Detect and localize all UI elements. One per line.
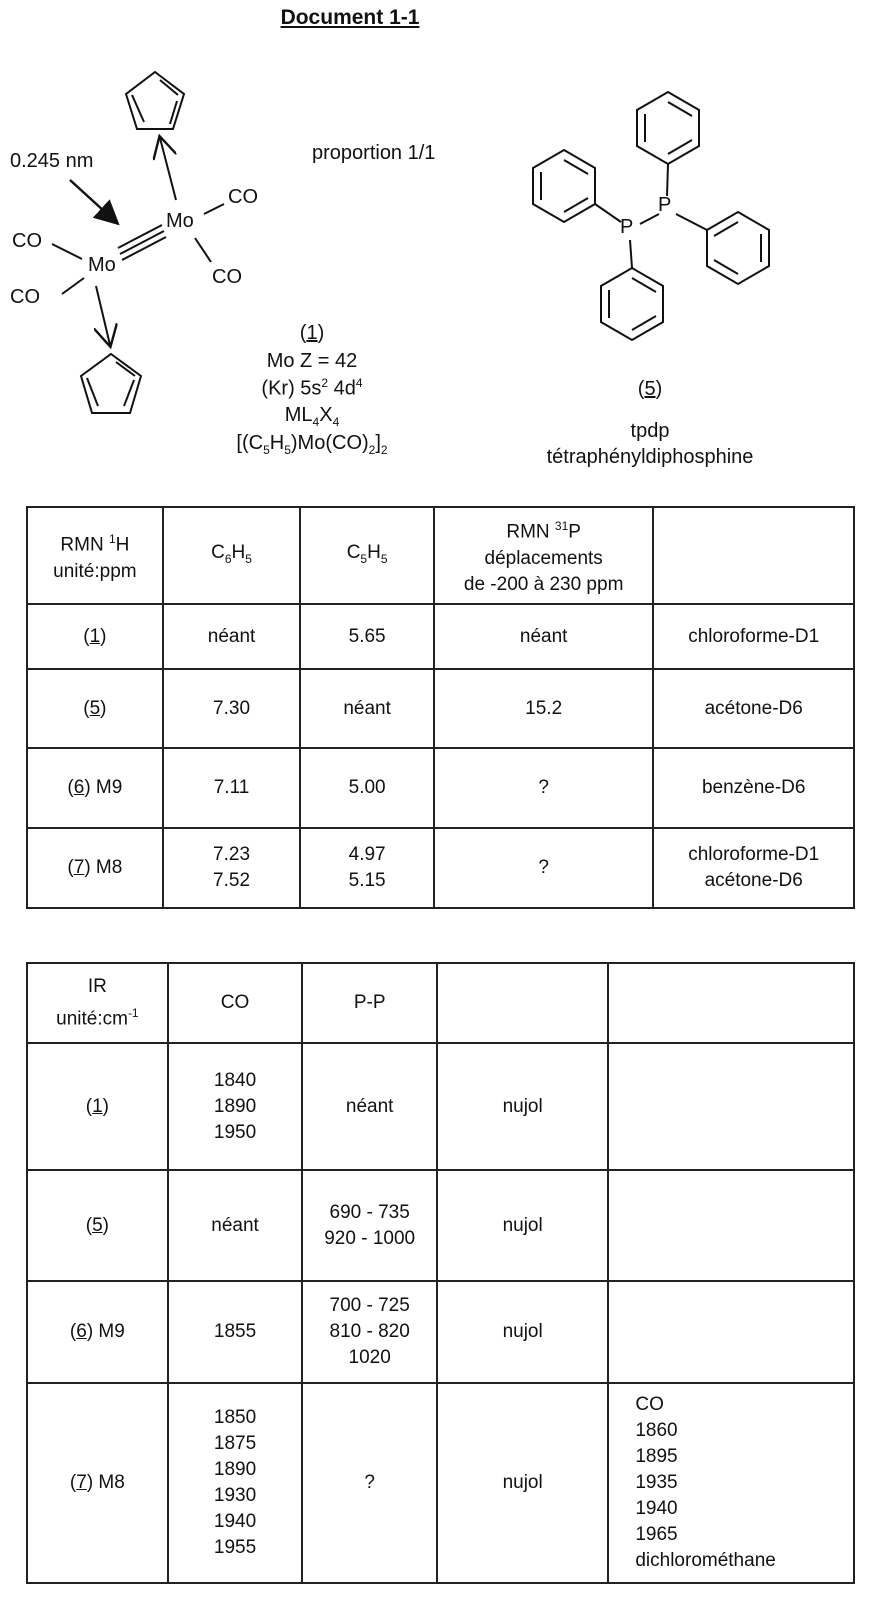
phenyl-ring-2 (637, 92, 699, 164)
rmn-p-header: RMN $^{31}$P déplacements de -200 à 230 ppm (434, 507, 654, 604)
ir-table (26, 962, 855, 1584)
table-row: (6) M9 7.11 5.00 ? benzène-D6 (27, 748, 854, 828)
phenyl-ring-3 (707, 212, 769, 284)
table-row: (7) M8 1850 1875 1890 1930 1940 1955 ? nujol CO 1860 1895 1935 1940 1965 dichlorométhane (27, 1383, 854, 1583)
ir-header: IR $unité:cm^{-1}$ (27, 963, 168, 1043)
tpdp-abbr: tpdp (630, 420, 670, 442)
cp-ring-bottom (81, 354, 141, 413)
table-row: (5) néant 690 - 735 920 - 1000 nujol (27, 1170, 854, 1281)
table-row: (6) M9 1855 700 - 725 810 - 820 1020 nujol (27, 1281, 854, 1383)
phosphorus-atom: P (620, 216, 634, 238)
rmn-table (26, 506, 855, 909)
document-title: Document 1-1 (280, 6, 420, 29)
co-ligand: CO (12, 230, 42, 252)
phosphorus-atom: P (658, 194, 672, 216)
coordination-arrow (160, 138, 176, 200)
ml-notation: $ML_4X_4$ (284, 404, 340, 429)
co-header: CO (168, 963, 303, 1043)
co-ligand: CO (212, 266, 242, 288)
table-row: (5) 7.30 néant 15.2 acétone-D6 (27, 669, 854, 748)
bond-distance-label: 0.245 nm (10, 150, 94, 172)
table-row: (1) néant 5.65 néant chloroforme-D1 (27, 604, 854, 669)
mo-atom-upper: Mo (166, 210, 194, 232)
mo-atom-lower: Mo (88, 254, 116, 276)
table-row: (1) 1840 1890 1950 néant nujol (27, 1043, 854, 1170)
c6h5-header: $C_6H_5$ (163, 507, 301, 604)
c5h5-header: $C_5H_5$ (300, 507, 434, 604)
co-ligand: CO (10, 286, 40, 308)
phenyl-ring-1 (533, 150, 595, 222)
co-ligand: CO (228, 186, 258, 208)
table-row: (7) M8 7.23 7.52 4.97 5.15 ? chloroforme-D1 acétone-D6 (27, 828, 854, 908)
proportion-label: proportion 1/1 (312, 142, 436, 164)
atomic-number: Mo Z = 42 (266, 350, 358, 372)
phenyl-ring-4 (601, 268, 663, 340)
solvent-header (653, 507, 854, 604)
pp-header: P-P (302, 963, 437, 1043)
formula-compound-1: $[(C_5H_5)Mo(CO)_2]_2$ (236, 432, 388, 457)
rmn-header-row (27, 507, 854, 604)
ir-header-row (27, 963, 854, 1043)
tpdp-name: tétraphényldiphosphine (546, 446, 754, 468)
compound-5-label: (5) (637, 378, 663, 400)
cp-ring-top (126, 72, 184, 129)
rmn-h-header: RMN $^1$H unité:ppm (27, 507, 163, 604)
compound-1-label: (1) (299, 322, 325, 344)
electron-config: (Kr) $5s^2$ $4d^4$ (261, 376, 363, 400)
chemical-structures (0, 40, 882, 470)
coordination-arrow (96, 286, 110, 345)
